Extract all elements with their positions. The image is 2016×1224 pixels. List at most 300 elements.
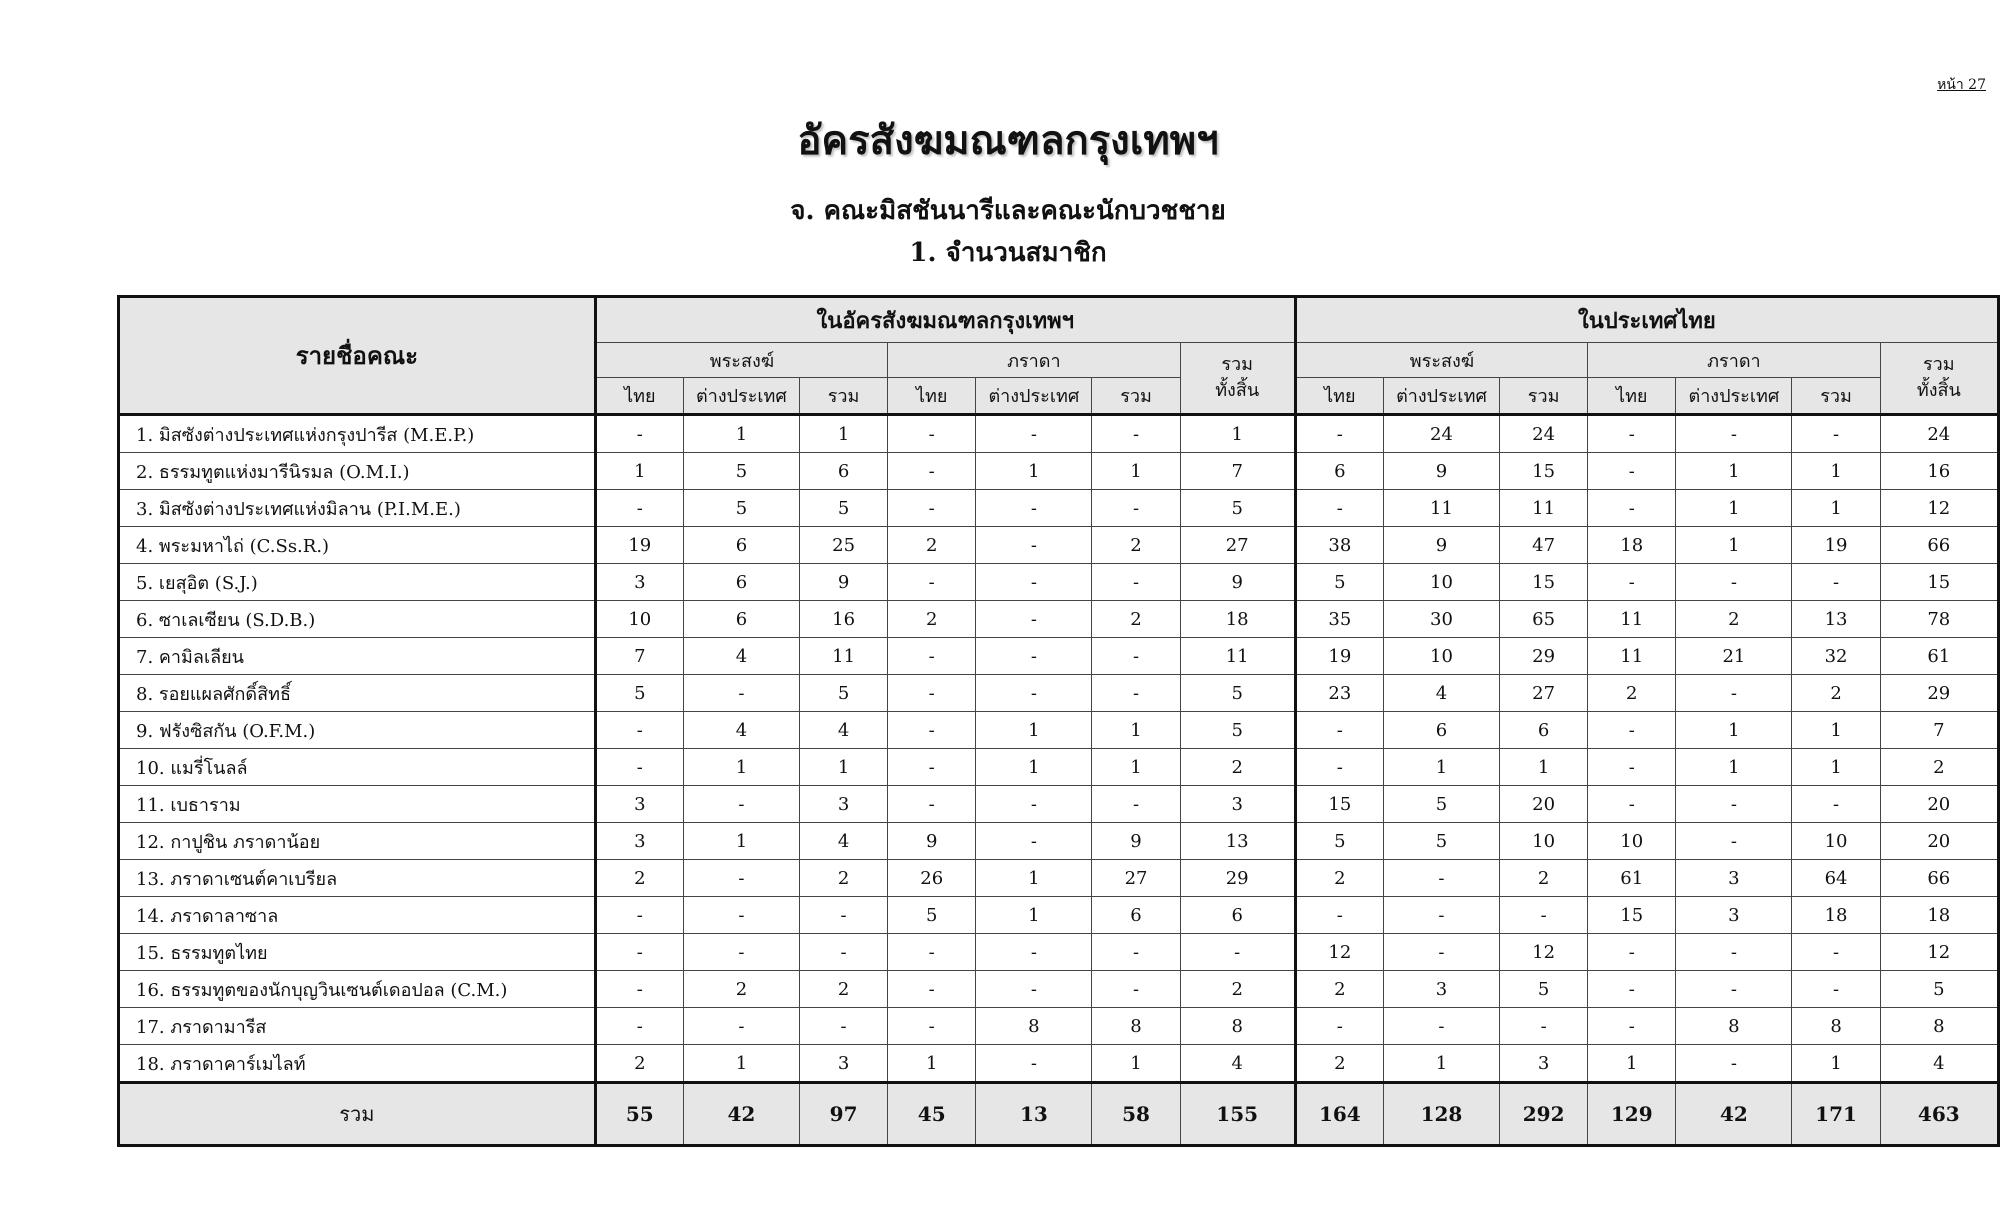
- table-cell: 78: [1880, 601, 1998, 638]
- table-cell: -: [976, 564, 1092, 601]
- total-cell: 13: [976, 1083, 1092, 1146]
- table-cell: 3: [800, 786, 888, 823]
- total-cell: 171: [1792, 1083, 1880, 1146]
- congregation-name: 6. ซาเลเซียน (S.D.B.): [119, 601, 596, 638]
- table-cell: 64: [1792, 860, 1880, 897]
- table-cell: 32: [1792, 638, 1880, 675]
- table-cell: 13: [1792, 601, 1880, 638]
- table-cell: 1: [1676, 749, 1792, 786]
- congregation-name: 12. กาปูชิน ภราดาน้อย: [119, 823, 596, 860]
- congregation-name: 9. ฟรังซิสกัน (O.F.M.): [119, 712, 596, 749]
- table-cell: 3: [595, 823, 683, 860]
- table-cell: 2: [1588, 675, 1676, 712]
- subheader-brothers-thailand: ภราดา: [1588, 343, 1880, 378]
- table-cell: 20: [1500, 786, 1588, 823]
- table-cell: -: [1792, 786, 1880, 823]
- table-cell: 29: [1880, 675, 1998, 712]
- table-cell: 2: [595, 1045, 683, 1083]
- table-cell: 13: [1180, 823, 1295, 860]
- table-cell: 2: [800, 860, 888, 897]
- table-cell: -: [1676, 823, 1792, 860]
- table-row: [119, 934, 1999, 971]
- table-cell: 7: [1880, 712, 1998, 749]
- table-cell: 23: [1295, 675, 1383, 712]
- table-cell: -: [1092, 971, 1180, 1008]
- table-cell: -: [595, 971, 683, 1008]
- congregation-name: 4. พระมหาไถ่ (C.Ss.R.): [119, 527, 596, 564]
- table-cell: -: [1676, 1045, 1792, 1083]
- table-cell: 1: [1792, 1045, 1880, 1083]
- table-subtitle: 1. จำนวนสมาชิก: [909, 238, 1107, 268]
- table-row: [119, 638, 1999, 675]
- col-foreign: ต่างประเทศ: [683, 378, 799, 415]
- table-row: [119, 527, 1999, 564]
- table-cell: -: [1792, 564, 1880, 601]
- table-cell: -: [683, 934, 799, 971]
- table-cell: -: [1792, 415, 1880, 453]
- table-cell: 6: [1500, 712, 1588, 749]
- table-cell: 1: [1676, 527, 1792, 564]
- table-cell: 10: [1383, 564, 1499, 601]
- table-cell: 1: [1676, 453, 1792, 490]
- table-cell: 3: [1500, 1045, 1588, 1083]
- table-cell: -: [595, 897, 683, 934]
- total-cell: 155: [1180, 1083, 1295, 1146]
- table-cell: 15: [1588, 897, 1676, 934]
- table-cell: -: [595, 712, 683, 749]
- table-cell: 11: [1588, 601, 1676, 638]
- page-title: อัครสังฆมณฑลกรุงเทพฯ: [797, 117, 1219, 164]
- table-cell: -: [976, 823, 1092, 860]
- table-cell: -: [1295, 490, 1383, 527]
- total-cell: 129: [1588, 1083, 1676, 1146]
- table-cell: -: [1383, 897, 1499, 934]
- table-cell: 5: [800, 675, 888, 712]
- col-thai: ไทย: [1588, 378, 1676, 415]
- group-header-bangkok: ในอัครสังฆมณฑลกรุงเทพฯ: [595, 297, 1295, 343]
- total-cell: 128: [1383, 1083, 1499, 1146]
- table-cell: -: [976, 675, 1092, 712]
- table-cell: -: [800, 897, 888, 934]
- table-cell: 18: [1588, 527, 1676, 564]
- table-cell: 2: [1500, 860, 1588, 897]
- table-cell: 19: [595, 527, 683, 564]
- table-cell: -: [1588, 934, 1676, 971]
- table-cell: 1: [976, 749, 1092, 786]
- table-cell: -: [888, 564, 976, 601]
- table-cell: -: [1500, 897, 1588, 934]
- table-cell: 15: [1295, 786, 1383, 823]
- table-cell: -: [1588, 786, 1676, 823]
- table-cell: -: [888, 490, 976, 527]
- table-cell: 5: [1180, 675, 1295, 712]
- table-cell: 4: [1383, 675, 1499, 712]
- table-cell: -: [1295, 749, 1383, 786]
- table-cell: 27: [1180, 527, 1295, 564]
- table-cell: -: [976, 1045, 1092, 1083]
- table-cell: -: [1588, 749, 1676, 786]
- table-cell: 10: [1588, 823, 1676, 860]
- table-cell: 8: [1092, 1008, 1180, 1045]
- subheader-grand-total-bangkok: รวม ทั้งสิ้น: [1180, 343, 1295, 415]
- table-cell: 29: [1500, 638, 1588, 675]
- table-cell: 11: [800, 638, 888, 675]
- table-cell: 10: [595, 601, 683, 638]
- table-cell: 2: [1676, 601, 1792, 638]
- table-cell: -: [976, 638, 1092, 675]
- table-cell: 1: [888, 1045, 976, 1083]
- table-cell: 1: [1092, 749, 1180, 786]
- table-cell: 6: [683, 527, 799, 564]
- table-cell: 38: [1295, 527, 1383, 564]
- total-cell: 58: [1092, 1083, 1180, 1146]
- table-cell: -: [888, 1008, 976, 1045]
- table-cell: 29: [1180, 860, 1295, 897]
- table-cell: -: [888, 638, 976, 675]
- table-cell: 6: [683, 564, 799, 601]
- total-cell: 42: [1676, 1083, 1792, 1146]
- table-row: [119, 786, 1999, 823]
- table-cell: 7: [595, 638, 683, 675]
- table-cell: 6: [1180, 897, 1295, 934]
- subheader-brothers-bangkok: ภราดา: [888, 343, 1180, 378]
- table-cell: 1: [1092, 712, 1180, 749]
- table-cell: 15: [1500, 564, 1588, 601]
- page-number: หน้า 27: [1937, 77, 1986, 93]
- table-cell: 65: [1500, 601, 1588, 638]
- table-cell: -: [683, 897, 799, 934]
- table-cell: -: [888, 712, 976, 749]
- table-cell: 1: [1792, 490, 1880, 527]
- congregation-name: 17. ภราดามารีส: [119, 1008, 596, 1045]
- table-cell: 5: [800, 490, 888, 527]
- col-foreign: ต่างประเทศ: [1676, 378, 1792, 415]
- total-cell: 42: [683, 1083, 799, 1146]
- table-row: [119, 971, 1999, 1008]
- table-cell: 5: [1180, 712, 1295, 749]
- table-cell: 11: [1180, 638, 1295, 675]
- congregation-name: 1. มิสซังต่างประเทศแห่งกรุงปารีส (M.E.P.): [119, 415, 596, 453]
- table-cell: -: [595, 415, 683, 453]
- table-cell: 1: [1092, 453, 1180, 490]
- table-cell: 4: [1180, 1045, 1295, 1083]
- table-cell: 66: [1880, 527, 1998, 564]
- table-cell: 1: [976, 897, 1092, 934]
- table-cell: 2: [1295, 1045, 1383, 1083]
- table-cell: 4: [800, 823, 888, 860]
- table-cell: -: [976, 490, 1092, 527]
- table-cell: 5: [1500, 971, 1588, 1008]
- table-cell: 8: [1180, 1008, 1295, 1045]
- table-cell: 1: [1383, 1045, 1499, 1083]
- table-body: [119, 415, 1999, 1146]
- table-cell: 5: [1295, 564, 1383, 601]
- table-row: [119, 564, 1999, 601]
- table-cell: -: [1676, 675, 1792, 712]
- table-cell: 2: [595, 860, 683, 897]
- table-cell: -: [976, 415, 1092, 453]
- table-cell: -: [976, 601, 1092, 638]
- subheader-grand-total-thailand: รวม ทั้งสิ้น: [1880, 343, 1998, 415]
- congregation-name: 5. เยสุอิต (S.J.): [119, 564, 596, 601]
- col-thai: ไทย: [595, 378, 683, 415]
- table-cell: 6: [800, 453, 888, 490]
- total-cell: 292: [1500, 1083, 1588, 1146]
- table-cell: 15: [1500, 453, 1588, 490]
- table-cell: 5: [683, 453, 799, 490]
- table-cell: 1: [1792, 712, 1880, 749]
- table-cell: 24: [1500, 415, 1588, 453]
- table-cell: -: [1588, 712, 1676, 749]
- table-cell: 5: [1180, 490, 1295, 527]
- table-row: [119, 453, 1999, 490]
- table-cell: -: [1676, 415, 1792, 453]
- table-cell: -: [1092, 490, 1180, 527]
- col-foreign: ต่างประเทศ: [976, 378, 1092, 415]
- table-cell: 1: [800, 749, 888, 786]
- congregation-name: 14. ภราดาลาซาล: [119, 897, 596, 934]
- table-cell: -: [1092, 786, 1180, 823]
- table-cell: -: [976, 527, 1092, 564]
- table-cell: -: [800, 934, 888, 971]
- table-cell: 12: [1500, 934, 1588, 971]
- col-foreign: ต่างประเทศ: [1383, 378, 1499, 415]
- table-cell: 5: [1383, 786, 1499, 823]
- total-cell: 164: [1295, 1083, 1383, 1146]
- table-cell: -: [1676, 564, 1792, 601]
- table-cell: 25: [800, 527, 888, 564]
- table-cell: 7: [1180, 453, 1295, 490]
- total-cell: 55: [595, 1083, 683, 1146]
- table-cell: -: [1676, 786, 1792, 823]
- table-cell: -: [888, 453, 976, 490]
- table-cell: 4: [683, 712, 799, 749]
- total-cell: 97: [800, 1083, 888, 1146]
- table-cell: 1: [1500, 749, 1588, 786]
- table-cell: 9: [1180, 564, 1295, 601]
- col-thai: ไทย: [888, 378, 976, 415]
- table-cell: 61: [1588, 860, 1676, 897]
- congregation-name: 3. มิสซังต่างประเทศแห่งมิลาน (P.I.M.E.): [119, 490, 596, 527]
- table-cell: 16: [1880, 453, 1998, 490]
- table-cell: 1: [976, 453, 1092, 490]
- table-cell: -: [1588, 564, 1676, 601]
- table-row: [119, 749, 1999, 786]
- table-cell: -: [595, 1008, 683, 1045]
- table-cell: 1: [683, 823, 799, 860]
- table-cell: -: [888, 415, 976, 453]
- table-cell: 3: [595, 564, 683, 601]
- table-cell: 11: [1383, 490, 1499, 527]
- table-cell: 8: [976, 1008, 1092, 1045]
- table-row: [119, 1045, 1999, 1083]
- table-cell: -: [1588, 971, 1676, 1008]
- table-cell: 2: [1092, 527, 1180, 564]
- table-cell: 2: [1295, 860, 1383, 897]
- table-cell: -: [683, 860, 799, 897]
- table-cell: 2: [888, 601, 976, 638]
- table-cell: -: [888, 971, 976, 1008]
- table-cell: 1: [1676, 490, 1792, 527]
- table-cell: -: [1588, 453, 1676, 490]
- total-cell: 45: [888, 1083, 976, 1146]
- table-cell: -: [1092, 675, 1180, 712]
- table-cell: 2: [1295, 971, 1383, 1008]
- total-label: รวม: [119, 1083, 596, 1146]
- table-cell: 4: [683, 638, 799, 675]
- table-cell: -: [1180, 934, 1295, 971]
- table-cell: 3: [1180, 786, 1295, 823]
- congregation-name: 8. รอยแผลศักดิ์สิทธิ์: [119, 675, 596, 712]
- table-cell: 9: [1092, 823, 1180, 860]
- table-cell: 19: [1295, 638, 1383, 675]
- subheader-priests-thailand: พระสงฆ์: [1295, 343, 1587, 378]
- table-cell: 35: [1295, 601, 1383, 638]
- table-row: [119, 490, 1999, 527]
- table-row: [119, 601, 1999, 638]
- congregation-name: 15. ธรรมทูตไทย: [119, 934, 596, 971]
- table-cell: -: [595, 934, 683, 971]
- table-cell: 8: [1792, 1008, 1880, 1045]
- table-cell: -: [976, 786, 1092, 823]
- table-cell: 1: [1588, 1045, 1676, 1083]
- group-header-thailand: ในประเทศไทย: [1295, 297, 1998, 343]
- table-cell: 12: [1880, 490, 1998, 527]
- membership-table: [117, 295, 2000, 1147]
- table-cell: -: [1500, 1008, 1588, 1045]
- table-cell: 18: [1180, 601, 1295, 638]
- table-cell: -: [888, 786, 976, 823]
- congregation-name: 16. ธรรมทูตของนักบุญวินเซนต์เดอปอล (C.M.): [119, 971, 596, 1008]
- table-cell: 15: [1880, 564, 1998, 601]
- table-cell: 16: [800, 601, 888, 638]
- congregation-name: 2. ธรรมทูตแห่งมารีนิรมล (O.M.I.): [119, 453, 596, 490]
- table-cell: -: [1295, 1008, 1383, 1045]
- table-cell: -: [683, 1008, 799, 1045]
- table-cell: 3: [800, 1045, 888, 1083]
- table-cell: -: [1383, 1008, 1499, 1045]
- table-cell: 10: [1383, 638, 1499, 675]
- table-cell: 9: [888, 823, 976, 860]
- table-cell: 1: [976, 712, 1092, 749]
- table-cell: -: [1383, 860, 1499, 897]
- column-header-congregation: รายชื่อคณะ: [119, 297, 596, 415]
- table-cell: -: [976, 971, 1092, 1008]
- table-cell: -: [683, 786, 799, 823]
- table-cell: 27: [1092, 860, 1180, 897]
- table-cell: 47: [1500, 527, 1588, 564]
- congregation-name: 18. ภราดาคาร์เมไลท์: [119, 1045, 596, 1083]
- table-cell: -: [1092, 415, 1180, 453]
- table-cell: -: [595, 749, 683, 786]
- table-cell: 5: [1880, 971, 1998, 1008]
- table-cell: 21: [1676, 638, 1792, 675]
- table-cell: -: [1092, 934, 1180, 971]
- table-cell: -: [888, 934, 976, 971]
- table-cell: -: [1295, 712, 1383, 749]
- table-cell: 18: [1880, 897, 1998, 934]
- table-cell: 1: [683, 1045, 799, 1083]
- table-cell: 1: [976, 860, 1092, 897]
- table-cell: 1: [1180, 415, 1295, 453]
- table-cell: 2: [1180, 971, 1295, 1008]
- table-cell: 5: [1383, 823, 1499, 860]
- table-cell: -: [800, 1008, 888, 1045]
- table-cell: 5: [683, 490, 799, 527]
- table-cell: 8: [1880, 1008, 1998, 1045]
- congregation-name: 11. เบธาราม: [119, 786, 596, 823]
- col-total: รวม: [1092, 378, 1180, 415]
- table-cell: 9: [800, 564, 888, 601]
- col-total: รวม: [1792, 378, 1880, 415]
- table-cell: 4: [800, 712, 888, 749]
- col-total: รวม: [1500, 378, 1588, 415]
- table-cell: 1: [1792, 453, 1880, 490]
- table-cell: -: [1295, 897, 1383, 934]
- total-cell: 463: [1880, 1083, 1998, 1146]
- table-cell: 20: [1880, 823, 1998, 860]
- table-row: [119, 860, 1999, 897]
- table-row: [119, 897, 1999, 934]
- table-cell: -: [595, 490, 683, 527]
- table-cell: 6: [1383, 712, 1499, 749]
- table-cell: -: [683, 675, 799, 712]
- table-cell: -: [1092, 638, 1180, 675]
- table-cell: 6: [1092, 897, 1180, 934]
- table-cell: 3: [1676, 897, 1792, 934]
- table-cell: 2: [1092, 601, 1180, 638]
- table-cell: 5: [1295, 823, 1383, 860]
- table-cell: 3: [1383, 971, 1499, 1008]
- table-cell: 9: [1383, 453, 1499, 490]
- table-cell: 1: [683, 749, 799, 786]
- table-cell: 10: [1500, 823, 1588, 860]
- table-cell: 1: [800, 415, 888, 453]
- table-cell: 2: [1880, 749, 1998, 786]
- table-cell: 10: [1792, 823, 1880, 860]
- table-cell: 11: [1500, 490, 1588, 527]
- table-cell: 1: [1792, 749, 1880, 786]
- table-row: [119, 415, 1999, 453]
- table-cell: 24: [1880, 415, 1998, 453]
- table-cell: 61: [1880, 638, 1998, 675]
- table-cell: 1: [1092, 1045, 1180, 1083]
- table-cell: 1: [1383, 749, 1499, 786]
- table-cell: -: [1295, 415, 1383, 453]
- table-cell: 1: [1676, 712, 1792, 749]
- table-cell: -: [1676, 971, 1792, 1008]
- table-cell: -: [976, 934, 1092, 971]
- table-cell: 2: [888, 527, 976, 564]
- table-cell: 2: [800, 971, 888, 1008]
- table-cell: 8: [1676, 1008, 1792, 1045]
- table-cell: 6: [1295, 453, 1383, 490]
- congregation-name: 13. ภราดาเซนต์คาเบรียล: [119, 860, 596, 897]
- table-cell: 2: [1180, 749, 1295, 786]
- table-row: [119, 712, 1999, 749]
- table-cell: 3: [1676, 860, 1792, 897]
- table-cell: 4: [1880, 1045, 1998, 1083]
- congregation-name: 7. คามิลเลียน: [119, 638, 596, 675]
- congregation-name: 10. แมรี่โนลล์: [119, 749, 596, 786]
- table-cell: 6: [683, 601, 799, 638]
- table-cell: 24: [1383, 415, 1499, 453]
- table-cell: -: [1792, 971, 1880, 1008]
- table-cell: 11: [1588, 638, 1676, 675]
- table-cell: -: [1383, 934, 1499, 971]
- table-cell: 26: [888, 860, 976, 897]
- table-cell: -: [1588, 1008, 1676, 1045]
